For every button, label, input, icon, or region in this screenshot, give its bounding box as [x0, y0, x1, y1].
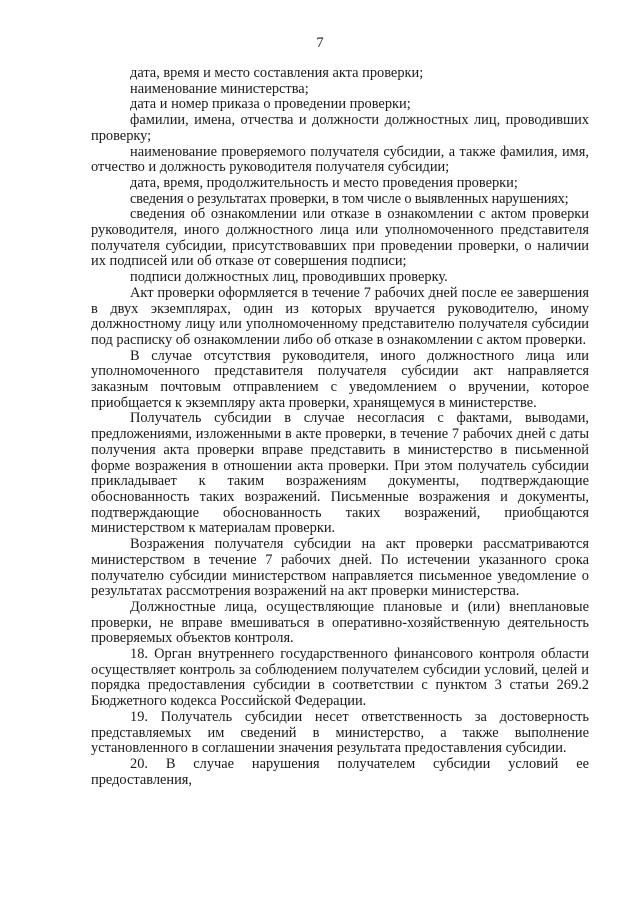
list-item-act-date: дата, время и место составления акта проверки; — [130, 65, 424, 81]
list-item-inspector-names: фамилии, имена, отчества и должности должностных лиц, проводивших проверку; — [91, 112, 589, 144]
paragraph-act-issuance: Акт проверки оформляется в течение 7 рабочих дней после ее завершения в двух экземплярах, один из которых вручается руководителю, иному должностному лицу или уполномоченному представителю получателя субсидии под расписку об ознакомлении либо об отказе в ознакомлении с актом проверки. — [91, 284, 589, 348]
list-item-ministry-name: наименование министерства; — [130, 80, 309, 97]
list-item-inspection-time-place: дата, время, продолжительность и место проведения проверки; — [130, 174, 518, 191]
list-item-signatures: подписи должностных лиц, проводивших проверку. — [130, 269, 448, 286]
paragraph-act-mailing: В случае отсутствия руководителя, иного должностного лица или уполномоченного представителя получателя субсидии акт направляется заказным почтовым отправлением с уведомлением о вручении, которое приобщается к экземпляру акта проверки, хранящемуся в министерстве. — [91, 347, 589, 411]
clause-20: 20. В случае нарушения получателем субсидии условий ее предоставления, — [91, 755, 589, 788]
list-item-inspection-results: сведения о результатах проверки, в том числе о выявленных нарушениях; — [130, 190, 569, 207]
document-body — [91, 66, 589, 788]
paragraph-objections-review: Возражения получателя субсидии на акт проверки рассматриваются министерством в течение 7 рабочих дней. По истечении указанного срока получателю субсидии министерством направляется письменное уведомление о результатах рассмотрения возражений на акт проверки министерства. — [91, 536, 589, 600]
clause-19: 19. Получатель субсидии несет ответственность за достоверность представляемых им сведений в министерство, а также выполнение установленного в соглашении значения результата предоставления субсидии. — [91, 708, 589, 757]
paragraph-objections: Получатель субсидии в случае несогласия с фактами, выводами, предложениями, изложенными в акте проверки, в течение 7 рабочих дней с даты получения акта проверки вправе представить в министерство в письменной форме возражения в отношении акта проверки. При этом получатель субсидии прикладывает к таким возражениям документы, подтверждающие обоснованность таких возражений. Письменные возражения и документы, подтверждающие обоснованность таких возражений, приобщаются министерством к материалам проверки. — [91, 410, 589, 537]
list-item-recipient-name: наименование проверяемого получателя субсидии, а также фамилия, имя, отчество и должность руководителя получателя субсидии; — [91, 143, 589, 176]
list-item-order-date-number: дата и номер приказа о проведении проверки; — [130, 96, 411, 113]
page-number: 7 — [316, 35, 324, 51]
paragraph-non-interference: Должностные лица, осуществляющие плановые и (или) внеплановые проверки, не вправе вмешиваться в оперативно-хозяйственную деятельность проверяемых объектов контроля. — [91, 598, 589, 647]
list-item-acquaintance-info: сведения об ознакомлении или отказе в ознакомлении с актом проверки руководителя, иного должностного лица или уполномоченного представителя получателя субсидии, присутствовавших при проведении проверки, о наличии их подписей или об отказе от совершения подписи; — [91, 206, 589, 270]
clause-18: 18. Орган внутреннего государственного финансового контроля области осуществляет контроль за соблюдением получателем субсидии условий, целей и порядка предоставления субсидии в соответствии с пунктом 3 статьи 269.2 Бюджетного кодекса Российской Федерации. — [91, 646, 589, 710]
